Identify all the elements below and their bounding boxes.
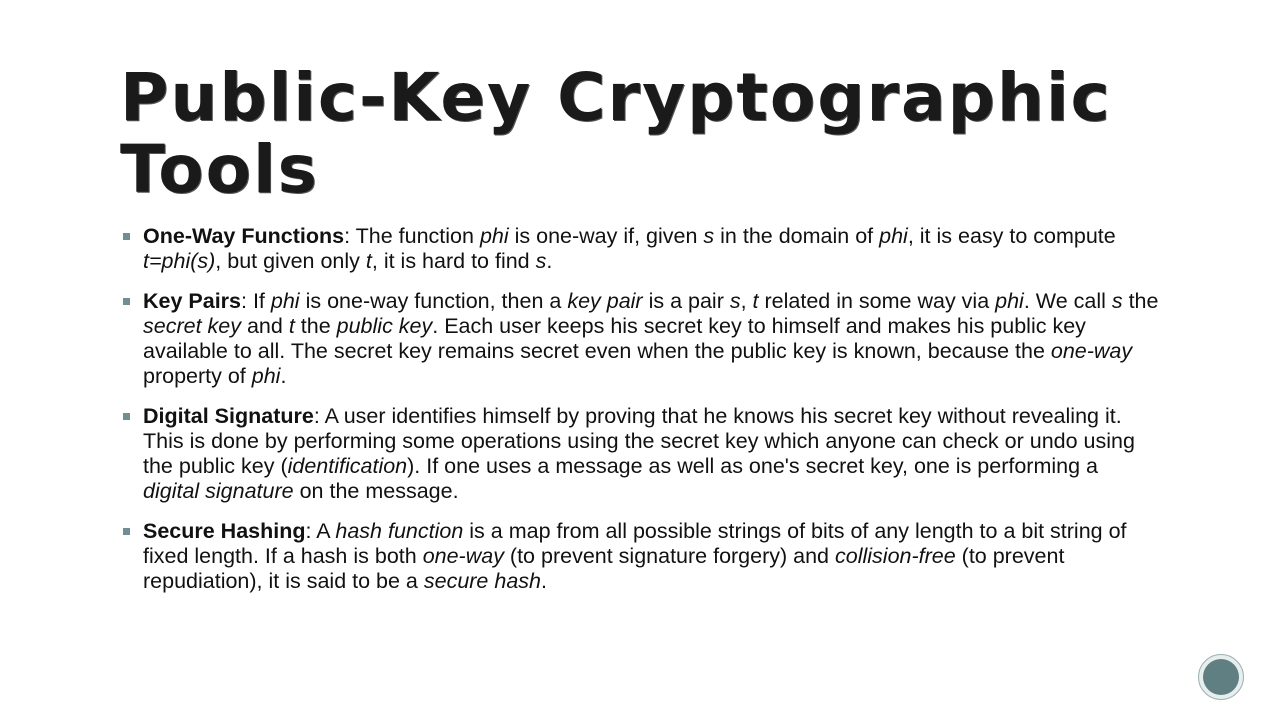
bullet-emphasis: identification: [287, 454, 408, 478]
bullet-text: , it is easy to compute: [907, 224, 1116, 248]
bullet-text: . Each user keeps his secret key to himself and makes his public key available to all. The secret key remains secret even when the public key is known, because the: [143, 314, 1086, 363]
bullet-emphasis: t=phi(s): [143, 249, 216, 273]
bullet-emphasis: t: [288, 314, 295, 338]
bullet-item: [120, 289, 1160, 389]
square-bullet-icon: [123, 528, 130, 535]
bullet-text: in the domain of: [714, 224, 880, 248]
square-bullet-icon: [123, 413, 130, 420]
bullet-emphasis: one-way: [1050, 339, 1133, 363]
bullet-text: on the message.: [293, 479, 459, 503]
bullet-term: Digital Signature: [143, 404, 314, 428]
bullet-term: Secure Hashing: [143, 519, 306, 543]
bullet-text: .: [546, 249, 553, 273]
bullet-list: [120, 224, 1160, 609]
bullet-item: [120, 224, 1160, 274]
slide-title: Public-Key Cryptographic Tools: [120, 59, 1112, 208]
bullet-emphasis: collision-free: [835, 544, 956, 568]
bullet-term: Key Pairs: [143, 289, 242, 313]
bullet-text: is one-way function, then a: [299, 289, 568, 313]
bullet-emphasis: t: [752, 289, 759, 313]
bullet-text: the: [294, 314, 337, 338]
bullet-emphasis: secure hash: [423, 569, 541, 593]
bullet-emphasis: s: [535, 249, 547, 273]
bullet-text: related in some way via: [758, 289, 996, 313]
bullet-text: ). If one uses a message as well as one's secret key, one is performing a: [407, 454, 1098, 478]
bullet-emphasis: one-way: [422, 544, 504, 568]
bullet-term: One-Way Functions: [143, 224, 345, 248]
bullet-emphasis: s: [729, 289, 741, 313]
bullet-text: , it is hard to find: [371, 249, 536, 273]
bullet-text: , but given only: [215, 249, 366, 273]
bullet-emphasis: secret key: [143, 314, 241, 338]
square-bullet-icon: [123, 298, 130, 305]
bullet-text: .: [541, 569, 547, 593]
bullet-text: is a pair: [642, 289, 730, 313]
bullet-text: is a map from all possible strings of bits of any length to a bit string of fixed length. If a hash is both: [143, 519, 1127, 568]
bullet-text: : A: [305, 519, 336, 543]
slide-nav-button[interactable]: [1198, 654, 1244, 700]
bullet-emphasis: s: [703, 224, 715, 248]
bullet-text: .: [280, 364, 287, 388]
bullet-emphasis: phi: [995, 289, 1024, 313]
bullet-emphasis: s: [1111, 289, 1123, 313]
bullet-emphasis: t: [365, 249, 372, 273]
bullet-emphasis: phi: [270, 289, 300, 313]
bullet-text: ,: [740, 289, 753, 313]
bullet-text: (to prevent repudiation), it is said to be a: [143, 544, 1065, 593]
bullet-emphasis: public key: [336, 314, 433, 338]
bullet-emphasis: phi: [879, 224, 908, 248]
bullet-text: is one-way if, given: [508, 224, 704, 248]
bullet-emphasis: phi: [251, 364, 281, 388]
bullet-text: : If: [241, 289, 271, 313]
bullet-item: [120, 519, 1160, 594]
bullet-text: : The function: [344, 224, 480, 248]
square-bullet-icon: [123, 233, 130, 240]
bullet-emphasis: phi: [479, 224, 509, 248]
bullet-text: property of: [143, 364, 252, 388]
bullet-item: [120, 404, 1160, 504]
bullet-text: the: [1122, 289, 1159, 313]
circle-icon: [1203, 659, 1239, 695]
bullet-emphasis: hash function: [335, 519, 464, 543]
bullet-emphasis: digital signature: [143, 479, 294, 503]
bullet-text: and: [240, 314, 289, 338]
bullet-emphasis: key pair: [567, 289, 643, 313]
bullet-text: : A user identifies himself by proving that he knows his secret key without revealing it. This is done by performing some operations using the secret key which anyone can check or undo using the public key (: [143, 404, 1135, 478]
bullet-text: (to prevent signature forgery) and: [503, 544, 835, 568]
bullet-text: . We call: [1023, 289, 1112, 313]
